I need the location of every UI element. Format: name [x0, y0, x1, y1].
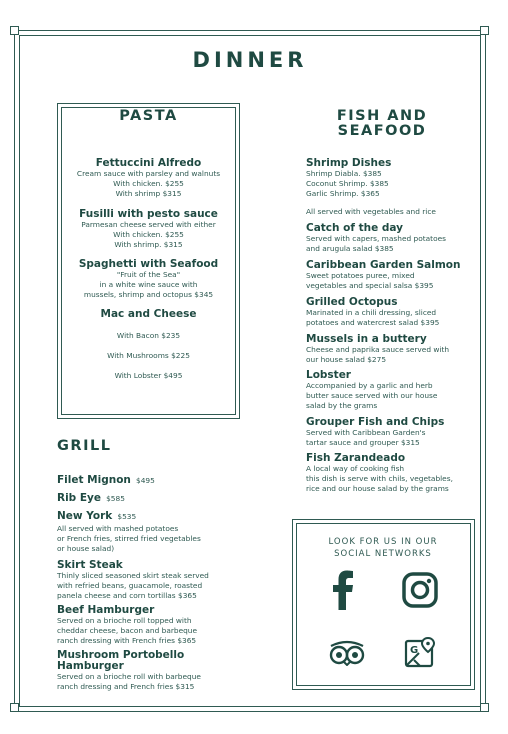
item-desc: With Lobster $495 [114, 371, 183, 380]
item-desc: "Fruit of the Sea" [116, 270, 181, 279]
instagram-icon[interactable] [402, 572, 438, 608]
note-line: All served with mashed potatoes [57, 524, 179, 533]
corner-ornament [480, 703, 489, 712]
fish-item [306, 157, 391, 199]
item-name: Mussels in a buttery [306, 333, 427, 345]
item-price: $535 [117, 512, 137, 521]
fish-item [306, 333, 449, 365]
fish-item [306, 296, 439, 328]
item-desc: With Bacon $235 [116, 331, 181, 340]
item-desc: butter sauce served with our house [306, 391, 438, 400]
item-desc: Served with capers, mashed potatoes [306, 234, 446, 243]
item-desc: panela cheese and corn tortillas $365 [57, 591, 197, 600]
item-desc: ranch dressing with French fries $365 [57, 636, 197, 645]
item-desc: this dish is serve with chils, vegetables, [306, 474, 453, 483]
item-desc: ranch dressing and French fries $315 [57, 682, 195, 691]
fish-item [306, 222, 446, 254]
pasta-item [57, 308, 240, 320]
corner-ornament [480, 26, 489, 35]
facebook-icon[interactable] [330, 570, 356, 610]
item-name: Mac and Cheese [100, 308, 197, 320]
item-desc: A local way of cooking fish [306, 464, 405, 473]
social-title-line: LOOK FOR US IN OUR [328, 537, 438, 547]
corner-ornament [10, 703, 19, 712]
item-name: Spaghetti with Seafood [78, 258, 219, 270]
item-desc: Marinated in a chili dressing, sliced [306, 308, 437, 317]
item-desc: Served on a brioche roll with barbeque [57, 672, 201, 681]
fish-item [306, 369, 437, 411]
item-price: $495 [136, 476, 155, 485]
item-desc: and arugula salad $385 [306, 244, 394, 253]
item-name: New York [57, 510, 113, 522]
item-name-continued: Hamburger [57, 660, 124, 672]
item-desc: rice and our house salad by the grams [306, 484, 449, 493]
fish-heading-line: FISH AND [336, 108, 428, 124]
item-desc: Cream sauce with parsley and walnuts [76, 169, 221, 178]
item-desc: salad by the grams [306, 401, 378, 410]
pasta-item [57, 208, 240, 250]
item-name: Fettuccini Alfredo [95, 157, 202, 169]
item-name: Skirt Steak [57, 559, 123, 571]
grill-served-note [57, 524, 201, 554]
pasta-heading: PASTA [119, 108, 178, 124]
item-name: Grilled Octopus [306, 296, 398, 308]
grill-item [57, 604, 197, 646]
item-desc: Served with Caribbean Garden's [306, 428, 426, 437]
tripadvisor-icon[interactable] [328, 640, 366, 666]
item-desc: Shrimp Diabla. $385 [306, 169, 382, 178]
item-desc: With chicken. $255 [113, 230, 184, 239]
fish-item [306, 259, 460, 291]
svg-text:G: G [410, 645, 419, 656]
item-desc: potatoes and watercrest salad $395 [306, 318, 440, 327]
item-desc: Cheese and paprika sauce served with [306, 345, 450, 354]
grill-cut [57, 486, 125, 505]
item-desc: vegetables and special salsa $395 [306, 281, 434, 290]
fish-item [306, 416, 444, 448]
corner-ornament [10, 26, 19, 35]
item-desc: Garlic Shrimp. $365 [306, 189, 380, 198]
fish-served-note: All served with vegetables and rice [306, 207, 436, 216]
item-desc: with refried beans, guacamole, roasted [57, 581, 203, 590]
item-name: Mushroom Portobello [57, 649, 185, 661]
item-desc: Coconut Shrimp. $385 [306, 179, 389, 188]
item-name: Rib Eye [57, 492, 101, 504]
page-title: DINNER [192, 48, 308, 72]
item-name: Fish Zarandeado [306, 452, 406, 464]
item-desc: cheddar cheese, bacon and barbeque [57, 626, 198, 635]
item-desc: With shrimp. $315 [114, 240, 183, 249]
item-desc: Thinly sliced seasoned skirt steak served [57, 571, 209, 580]
item-desc: Sweet potatoes puree, mixed [306, 271, 415, 280]
grill-cut [57, 504, 136, 523]
item-desc: Parmesan cheese served with either [81, 220, 216, 229]
item-price: $585 [106, 494, 125, 503]
google-maps-icon[interactable] [404, 636, 436, 668]
grill-item [57, 650, 201, 692]
item-name: Shrimp Dishes [306, 157, 392, 169]
item-desc: in a white wine sauce with [99, 280, 198, 289]
social-title-line: SOCIAL NETWORKS [334, 549, 432, 559]
social-title [296, 536, 470, 560]
grill-item [57, 559, 209, 601]
item-desc: Served on a brioche roll topped with [57, 616, 192, 625]
pasta-item [57, 258, 240, 300]
pasta-item [57, 157, 240, 199]
note-line: or house salad) [57, 544, 115, 553]
fish-item [306, 452, 453, 494]
item-name: Filet Mignon [57, 474, 131, 486]
item-desc: mussels, shrimp and octopus $345 [83, 290, 214, 299]
fish-heading [292, 109, 472, 139]
fish-heading-line: SEAFOOD [337, 123, 427, 139]
item-desc: Accompanied by a garlic and herb [306, 381, 433, 390]
grill-cut [57, 468, 155, 487]
item-desc: With shrimp $315 [115, 189, 182, 198]
item-name: Lobster [306, 369, 351, 381]
item-name: Fusilli with pesto sauce [79, 208, 218, 220]
item-name: Beef Hamburger [57, 604, 155, 616]
item-desc: tartar sauce and grouper $315 [306, 438, 420, 447]
item-desc: our house salad $275 [306, 355, 387, 364]
item-desc: With chicken. $255 [113, 179, 184, 188]
grill-heading: GRILL [57, 438, 112, 454]
item-name: Caribbean Garden Salmon [306, 259, 461, 271]
note-line: or French fries, stirred fried vegetables [57, 534, 201, 543]
item-name: Catch of the day [306, 222, 403, 234]
item-desc: With Mushrooms $225 [107, 351, 190, 360]
item-name: Grouper Fish and Chips [306, 416, 445, 428]
